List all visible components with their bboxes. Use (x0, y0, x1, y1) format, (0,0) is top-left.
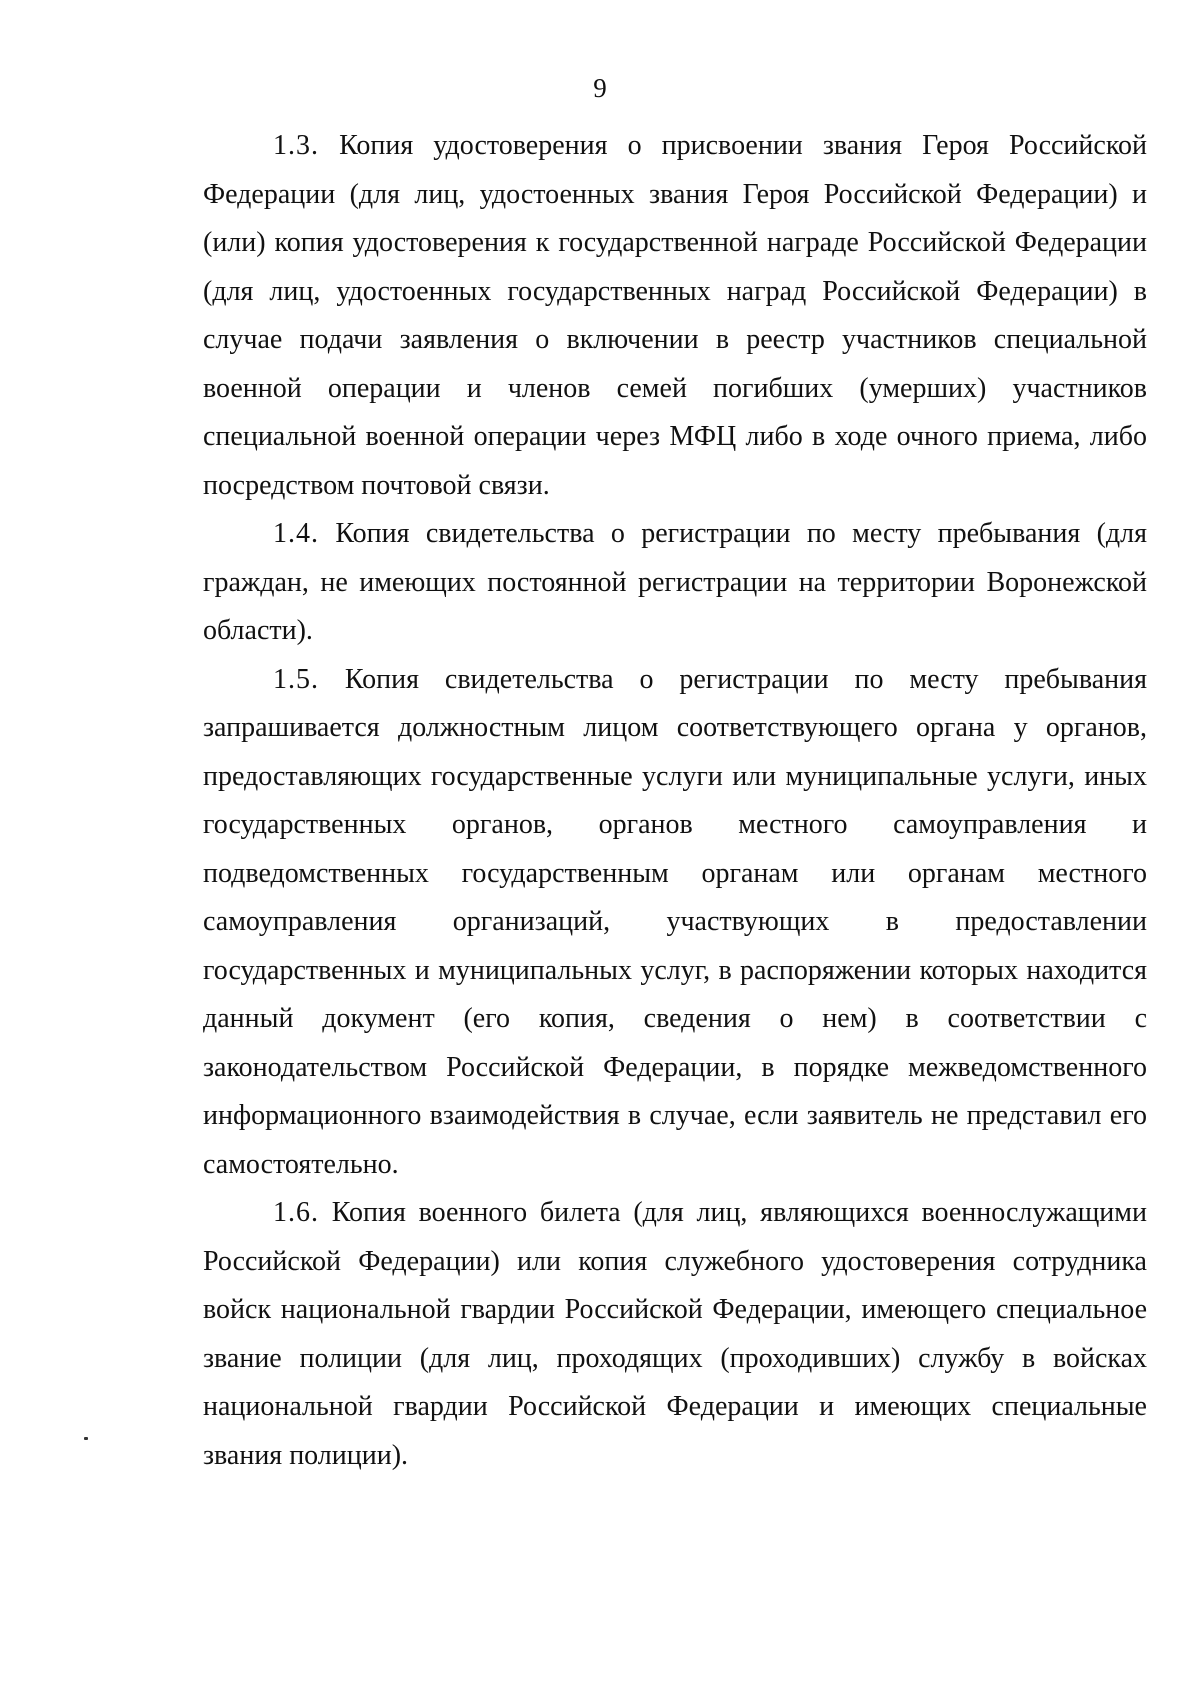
document-body (203, 122, 1147, 1480)
paragraph-1-5 (203, 656, 1147, 1190)
paragraph-text: Копия свидетельства о регистрации по месту пребывания запрашивается должностным лицом соответствующего органа у органов, предоставляющих государственные услуги или муниципальные услуги, иных государственных органов, органов местного самоуправления и подведомственных государственным органам или органам местного самоуправления организаций, участвующих в предоставлении государственных и муниципальных услуг, в распоряжении которых находится данный документ (его копия, сведения о нем) в соответствии с законодательством Российской Федерации, в порядке межведомственного информационного взаимодействия в случае, если заявитель не представил его самостоятельно. (203, 663, 1147, 1180)
paragraph-number: 1.4. (273, 518, 319, 549)
paragraph-1-3 (203, 122, 1147, 510)
paragraph-1-4 (203, 510, 1147, 656)
paragraph-1-6 (203, 1189, 1147, 1480)
scan-artifact-dot (84, 1437, 88, 1440)
page-number: 9 (593, 73, 607, 103)
paragraph-number: 1.6. (273, 1197, 319, 1228)
paragraph-text: Копия свидетельства о регистрации по месту пребывания (для граждан, не имеющих постоянной регистрации на территории Воронежской области). (203, 518, 1148, 646)
paragraph-number: 1.5. (273, 663, 319, 695)
paragraph-text: Копия военного билета (для лиц, являющихся военнослужащими Российской Федерации) или копия служебного удостоверения сотрудника войск национальной гвардии Российской Федерации, имеющего специальное звание полиции (для лиц, проходящих (проходивших) службу в войсках национальной гвардии Российской Федерации и имеющих специальные звания полиции). (203, 1197, 1147, 1471)
paragraph-text: Копия удостоверения о присвоении звания Героя Российской Федерации (для лиц, удостоенных звания Героя Российской Федерации) и (или) копия удостоверения к государственной награде Российской Федерации (для лиц, удостоенных государственных наград Российской Федерации) в случае подачи заявления о включении в реестр участников специальной военной операции и членов семей погибших (умерших) участников специальной военной операции через МФЦ либо в ходе очного приема, либо посредством почтовой связи. (203, 130, 1147, 501)
paragraph-number: 1.3. (273, 130, 319, 161)
